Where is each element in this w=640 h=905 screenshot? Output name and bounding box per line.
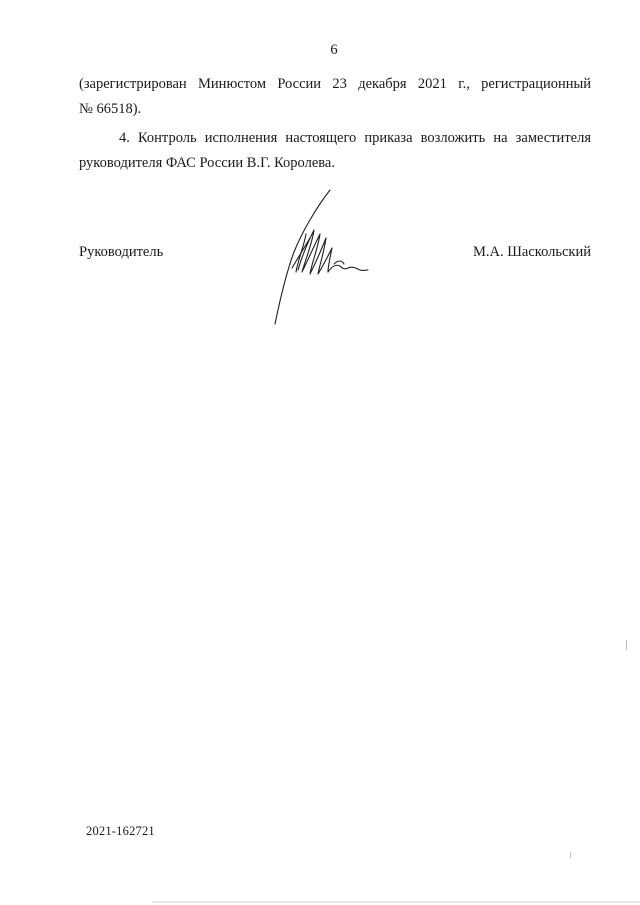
- page-number: 6: [330, 42, 338, 58]
- handwritten-signature: [268, 186, 372, 328]
- scan-edge: [152, 901, 640, 903]
- document-id: 2021-162721: [86, 824, 155, 838]
- signature-role: Руководитель: [79, 244, 164, 260]
- paragraph-line: руководителя ФАС России В.Г. Королева.: [79, 155, 335, 171]
- paragraph-registration: [79, 72, 591, 122]
- scan-artifact: [626, 640, 627, 650]
- scan-artifact: [570, 852, 571, 858]
- paragraph-control: [79, 126, 591, 176]
- paragraph-line: (зарегистрирован Минюстом России 23 декабря 2021 г., регистрационный: [79, 76, 591, 92]
- paragraph-line: № 66518).: [79, 101, 142, 117]
- paragraph-line: 4. Контроль исполнения настоящего приказа возложить на заместителя: [119, 130, 591, 146]
- signatory-name: М.А. Шаскольский: [473, 244, 591, 260]
